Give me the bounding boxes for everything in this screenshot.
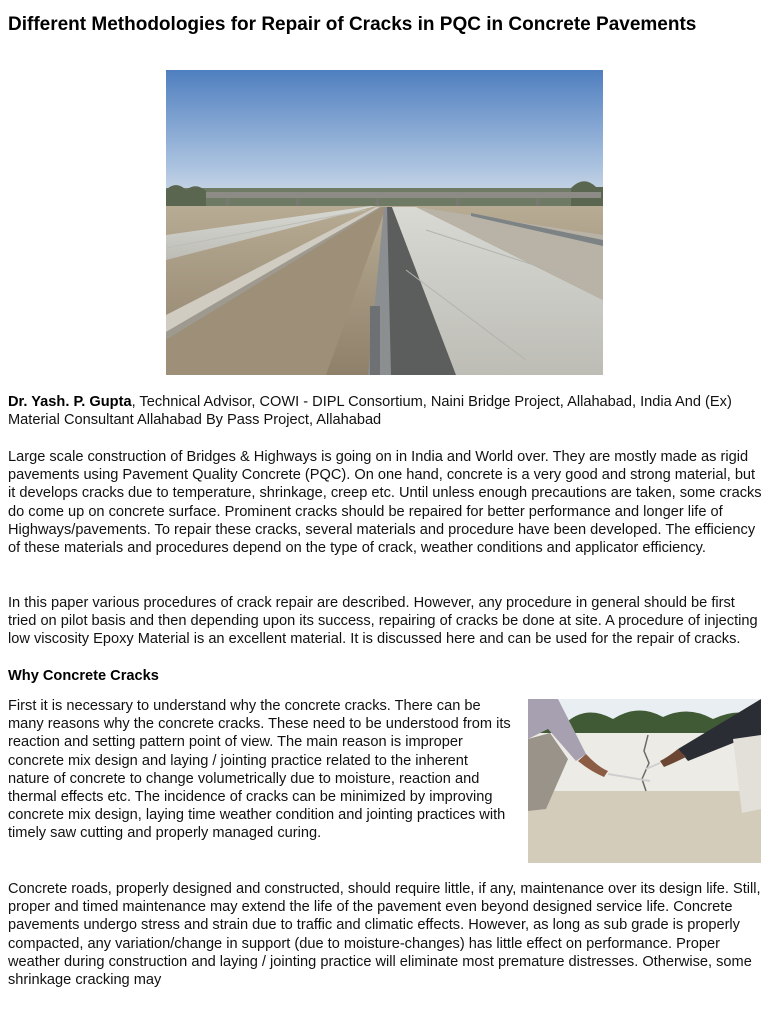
author-affiliation: , Technical Advisor, COWI - DIPL Consortium, Naini Bridge Project, Allahabad, India And (Ex) Material Consultant Allahabad By Pass Project, Allahabad	[8, 394, 732, 429]
procedure-paragraph: In this paper various procedures of crack repair are described. However, any procedure in general should be first tried on pilot basis and then depending upon its success, repairing of cracks be done at site. A procedure of injecting low viscosity Epoxy Material is an excellent material. It is discussed here and can be used for the repair of cracks.	[8, 595, 758, 648]
intro-paragraph: Large scale construction of Bridges & Highways is going on in India and World over. They are mostly made as rigid pavements using Pavement Quality Concrete (PQC). On one hand, concrete is a very good and strong material, but it develops cracks due to temperature, shrinkage, creep etc. Until unless enough precautions are taken, some cracks do come up on concrete surface. Prominent cracks should be repaired for better performance and longer life of Highways/pavements. To repair these cracks, several materials and procedure have been developed. The efficiency of these materials and procedures depend on the type of crack, weather conditions and applicator efficiency.	[8, 449, 762, 557]
author-name: Dr. Yash. P. Gupta	[8, 394, 132, 410]
crack-inspection-photo	[528, 699, 761, 863]
highway-photo	[166, 70, 603, 375]
article-title: Different Methodologies for Repair of Cracks in PQC in Concrete Pavements	[8, 14, 697, 35]
why-cracks-paragraph: First it is necessary to understand why the concrete cracks. There can be many reasons why the concrete cracks. These need to be understood from its reaction and setting pattern point of view. The main reason is improper concrete mix design and laying / jointing practice related to the inherent nature of concrete to change volumetrically due to moisture, reaction and thermal effects etc. The incidence of cracks can be minimized by improving concrete mix design, laying time weather condition and jointing practices with timely saw cutting and properly managed curing.	[8, 698, 511, 842]
section-heading: Why Concrete Cracks	[8, 668, 159, 684]
maintenance-paragraph: Concrete roads, properly designed and constructed, should require little, if any, maintenance over its design life. Still, proper and timed maintenance may extend the life of the pavement even beyond designed service life. Concrete pavements undergo stress and strain due to traffic and climatic effects. However, as long as sub grade is properly compacted, any variation/change in support (due to moisture-changes) has little effect on performance. Proper weather during construction and laying / jointing practice will eliminate most premature distresses. Otherwise, some shrinkage cracking may	[8, 881, 761, 989]
article-page	[8, 14, 760, 36]
author-line	[8, 393, 764, 429]
